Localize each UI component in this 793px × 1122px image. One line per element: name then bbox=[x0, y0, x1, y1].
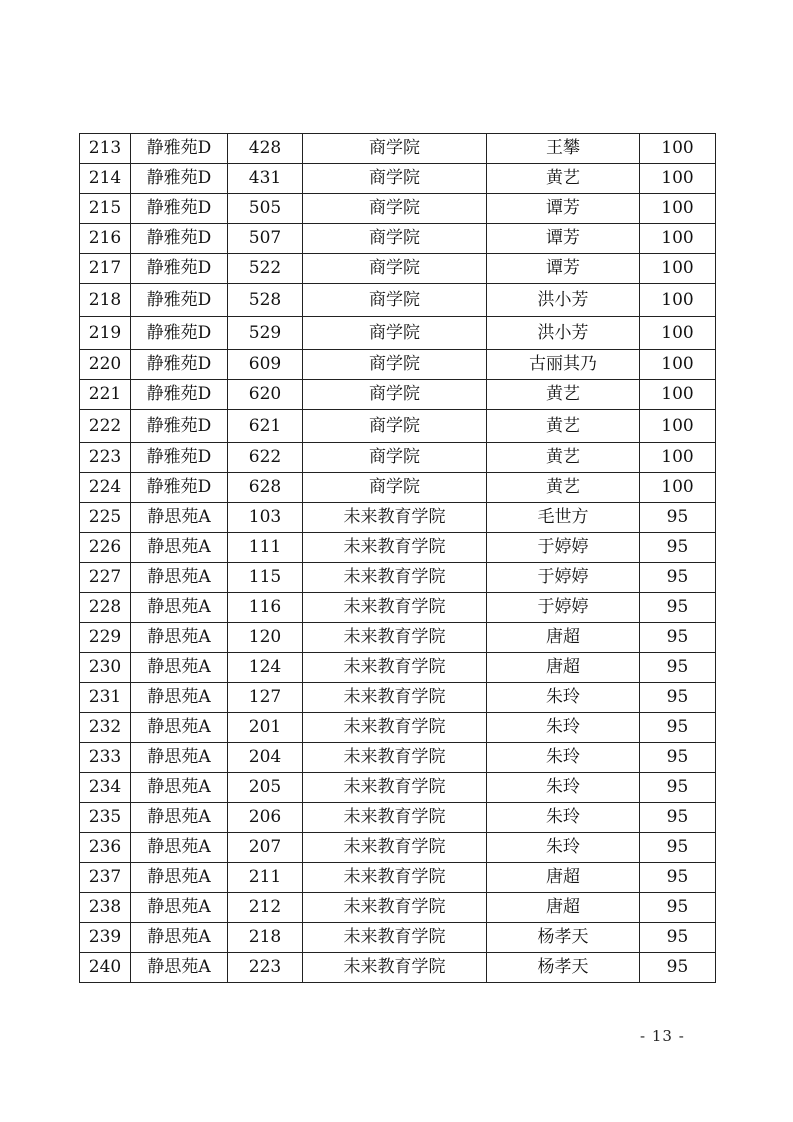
score-cell: 95 bbox=[640, 533, 716, 563]
row-number-cell: 234 bbox=[80, 773, 131, 803]
room-number-cell: 212 bbox=[228, 893, 303, 923]
room-number-cell: 628 bbox=[228, 473, 303, 503]
room-number-cell: 127 bbox=[228, 683, 303, 713]
responsible-person-cell: 毛世方 bbox=[487, 503, 640, 533]
room-number-cell: 428 bbox=[228, 134, 303, 164]
college-cell: 商学院 bbox=[303, 317, 487, 350]
building-cell: 静思苑A bbox=[131, 653, 228, 683]
college-cell: 未来教育学院 bbox=[303, 503, 487, 533]
responsible-person-cell: 朱玲 bbox=[487, 803, 640, 833]
college-cell: 未来教育学院 bbox=[303, 893, 487, 923]
college-cell: 商学院 bbox=[303, 410, 487, 443]
college-cell: 未来教育学院 bbox=[303, 533, 487, 563]
score-cell: 95 bbox=[640, 803, 716, 833]
table-row bbox=[80, 803, 716, 833]
table-row bbox=[80, 893, 716, 923]
room-number-cell: 431 bbox=[228, 164, 303, 194]
table-row bbox=[80, 380, 716, 410]
row-number-cell: 223 bbox=[80, 443, 131, 473]
building-cell: 静雅苑D bbox=[131, 134, 228, 164]
building-cell: 静思苑A bbox=[131, 953, 228, 983]
row-number-cell: 230 bbox=[80, 653, 131, 683]
responsible-person-cell: 朱玲 bbox=[487, 713, 640, 743]
college-cell: 商学院 bbox=[303, 134, 487, 164]
responsible-person-cell: 朱玲 bbox=[487, 833, 640, 863]
responsible-person-cell: 于婷婷 bbox=[487, 593, 640, 623]
row-number-cell: 232 bbox=[80, 713, 131, 743]
score-cell: 95 bbox=[640, 713, 716, 743]
row-number-cell: 239 bbox=[80, 923, 131, 953]
score-cell: 100 bbox=[640, 473, 716, 503]
room-number-cell: 124 bbox=[228, 653, 303, 683]
room-number-cell: 609 bbox=[228, 350, 303, 380]
score-cell: 100 bbox=[640, 284, 716, 317]
table-row bbox=[80, 743, 716, 773]
building-cell: 静雅苑D bbox=[131, 164, 228, 194]
dormitory-score-table bbox=[79, 133, 716, 983]
room-number-cell: 522 bbox=[228, 254, 303, 284]
responsible-person-cell: 唐超 bbox=[487, 893, 640, 923]
row-number-cell: 226 bbox=[80, 533, 131, 563]
row-number-cell: 229 bbox=[80, 623, 131, 653]
room-number-cell: 505 bbox=[228, 194, 303, 224]
row-number-cell: 221 bbox=[80, 380, 131, 410]
college-cell: 未来教育学院 bbox=[303, 563, 487, 593]
college-cell: 未来教育学院 bbox=[303, 623, 487, 653]
row-number-cell: 240 bbox=[80, 953, 131, 983]
responsible-person-cell: 黄艺 bbox=[487, 473, 640, 503]
score-cell: 100 bbox=[640, 224, 716, 254]
row-number-cell: 235 bbox=[80, 803, 131, 833]
room-number-cell: 205 bbox=[228, 773, 303, 803]
responsible-person-cell: 黄艺 bbox=[487, 380, 640, 410]
responsible-person-cell: 谭芳 bbox=[487, 224, 640, 254]
table-row bbox=[80, 443, 716, 473]
score-cell: 95 bbox=[640, 653, 716, 683]
responsible-person-cell: 洪小芳 bbox=[487, 317, 640, 350]
college-cell: 商学院 bbox=[303, 443, 487, 473]
room-number-cell: 120 bbox=[228, 623, 303, 653]
college-cell: 未来教育学院 bbox=[303, 953, 487, 983]
college-cell: 未来教育学院 bbox=[303, 863, 487, 893]
building-cell: 静思苑A bbox=[131, 713, 228, 743]
score-cell: 95 bbox=[640, 683, 716, 713]
table-row bbox=[80, 134, 716, 164]
table-row bbox=[80, 164, 716, 194]
college-cell: 商学院 bbox=[303, 284, 487, 317]
responsible-person-cell: 王攀 bbox=[487, 134, 640, 164]
score-cell: 100 bbox=[640, 443, 716, 473]
building-cell: 静雅苑D bbox=[131, 380, 228, 410]
responsible-person-cell: 朱玲 bbox=[487, 683, 640, 713]
college-cell: 商学院 bbox=[303, 254, 487, 284]
room-number-cell: 207 bbox=[228, 833, 303, 863]
score-cell: 95 bbox=[640, 503, 716, 533]
college-cell: 商学院 bbox=[303, 194, 487, 224]
responsible-person-cell: 朱玲 bbox=[487, 743, 640, 773]
room-number-cell: 622 bbox=[228, 443, 303, 473]
college-cell: 未来教育学院 bbox=[303, 803, 487, 833]
score-cell: 95 bbox=[640, 863, 716, 893]
building-cell: 静思苑A bbox=[131, 683, 228, 713]
room-number-cell: 621 bbox=[228, 410, 303, 443]
row-number-cell: 216 bbox=[80, 224, 131, 254]
row-number-cell: 224 bbox=[80, 473, 131, 503]
building-cell: 静思苑A bbox=[131, 923, 228, 953]
table-row bbox=[80, 653, 716, 683]
college-cell: 未来教育学院 bbox=[303, 773, 487, 803]
room-number-cell: 528 bbox=[228, 284, 303, 317]
building-cell: 静思苑A bbox=[131, 803, 228, 833]
responsible-person-cell: 黄艺 bbox=[487, 443, 640, 473]
college-cell: 未来教育学院 bbox=[303, 713, 487, 743]
score-cell: 95 bbox=[640, 743, 716, 773]
table-row bbox=[80, 953, 716, 983]
score-cell: 100 bbox=[640, 410, 716, 443]
responsible-person-cell: 杨孝天 bbox=[487, 953, 640, 983]
building-cell: 静思苑A bbox=[131, 563, 228, 593]
room-number-cell: 103 bbox=[228, 503, 303, 533]
table-row bbox=[80, 194, 716, 224]
building-cell: 静雅苑D bbox=[131, 317, 228, 350]
college-cell: 商学院 bbox=[303, 473, 487, 503]
row-number-cell: 222 bbox=[80, 410, 131, 443]
college-cell: 未来教育学院 bbox=[303, 923, 487, 953]
building-cell: 静雅苑D bbox=[131, 473, 228, 503]
row-number-cell: 238 bbox=[80, 893, 131, 923]
college-cell: 未来教育学院 bbox=[303, 833, 487, 863]
responsible-person-cell: 朱玲 bbox=[487, 773, 640, 803]
score-cell: 95 bbox=[640, 893, 716, 923]
responsible-person-cell: 洪小芳 bbox=[487, 284, 640, 317]
responsible-person-cell: 杨孝天 bbox=[487, 923, 640, 953]
table-row bbox=[80, 623, 716, 653]
row-number-cell: 228 bbox=[80, 593, 131, 623]
responsible-person-cell: 唐超 bbox=[487, 863, 640, 893]
score-cell: 95 bbox=[640, 773, 716, 803]
room-number-cell: 201 bbox=[228, 713, 303, 743]
responsible-person-cell: 于婷婷 bbox=[487, 563, 640, 593]
table-body bbox=[80, 134, 716, 983]
room-number-cell: 218 bbox=[228, 923, 303, 953]
college-cell: 商学院 bbox=[303, 224, 487, 254]
room-number-cell: 204 bbox=[228, 743, 303, 773]
row-number-cell: 213 bbox=[80, 134, 131, 164]
building-cell: 静思苑A bbox=[131, 773, 228, 803]
table-row bbox=[80, 563, 716, 593]
building-cell: 静雅苑D bbox=[131, 350, 228, 380]
room-number-cell: 620 bbox=[228, 380, 303, 410]
building-cell: 静雅苑D bbox=[131, 224, 228, 254]
table-row bbox=[80, 284, 716, 317]
row-number-cell: 227 bbox=[80, 563, 131, 593]
page-number: - 13 - bbox=[640, 1027, 685, 1045]
table-row bbox=[80, 254, 716, 284]
score-cell: 100 bbox=[640, 317, 716, 350]
score-cell: 100 bbox=[640, 350, 716, 380]
responsible-person-cell: 黄艺 bbox=[487, 164, 640, 194]
row-number-cell: 214 bbox=[80, 164, 131, 194]
college-cell: 未来教育学院 bbox=[303, 743, 487, 773]
building-cell: 静思苑A bbox=[131, 863, 228, 893]
row-number-cell: 217 bbox=[80, 254, 131, 284]
room-number-cell: 507 bbox=[228, 224, 303, 254]
table-row bbox=[80, 713, 716, 743]
score-cell: 100 bbox=[640, 254, 716, 284]
responsible-person-cell: 黄艺 bbox=[487, 410, 640, 443]
table-row bbox=[80, 503, 716, 533]
score-cell: 100 bbox=[640, 380, 716, 410]
building-cell: 静思苑A bbox=[131, 743, 228, 773]
building-cell: 静雅苑D bbox=[131, 443, 228, 473]
row-number-cell: 225 bbox=[80, 503, 131, 533]
room-number-cell: 116 bbox=[228, 593, 303, 623]
building-cell: 静雅苑D bbox=[131, 194, 228, 224]
college-cell: 商学院 bbox=[303, 164, 487, 194]
college-cell: 商学院 bbox=[303, 380, 487, 410]
room-number-cell: 529 bbox=[228, 317, 303, 350]
responsible-person-cell: 唐超 bbox=[487, 623, 640, 653]
score-cell: 100 bbox=[640, 164, 716, 194]
building-cell: 静雅苑D bbox=[131, 254, 228, 284]
table-row bbox=[80, 350, 716, 380]
table-row bbox=[80, 683, 716, 713]
building-cell: 静思苑A bbox=[131, 893, 228, 923]
room-number-cell: 211 bbox=[228, 863, 303, 893]
responsible-person-cell: 古丽其乃 bbox=[487, 350, 640, 380]
building-cell: 静雅苑D bbox=[131, 410, 228, 443]
table-row bbox=[80, 224, 716, 254]
room-number-cell: 223 bbox=[228, 953, 303, 983]
table-row bbox=[80, 410, 716, 443]
table-row bbox=[80, 863, 716, 893]
responsible-person-cell: 唐超 bbox=[487, 653, 640, 683]
row-number-cell: 218 bbox=[80, 284, 131, 317]
responsible-person-cell: 于婷婷 bbox=[487, 533, 640, 563]
building-cell: 静思苑A bbox=[131, 593, 228, 623]
score-cell: 100 bbox=[640, 134, 716, 164]
room-number-cell: 115 bbox=[228, 563, 303, 593]
room-number-cell: 111 bbox=[228, 533, 303, 563]
row-number-cell: 237 bbox=[80, 863, 131, 893]
table-row bbox=[80, 593, 716, 623]
responsible-person-cell: 谭芳 bbox=[487, 254, 640, 284]
row-number-cell: 220 bbox=[80, 350, 131, 380]
building-cell: 静思苑A bbox=[131, 623, 228, 653]
score-cell: 100 bbox=[640, 194, 716, 224]
score-cell: 95 bbox=[640, 563, 716, 593]
row-number-cell: 215 bbox=[80, 194, 131, 224]
row-number-cell: 236 bbox=[80, 833, 131, 863]
score-cell: 95 bbox=[640, 953, 716, 983]
table-row bbox=[80, 533, 716, 563]
row-number-cell: 219 bbox=[80, 317, 131, 350]
table-row bbox=[80, 833, 716, 863]
college-cell: 未来教育学院 bbox=[303, 593, 487, 623]
college-cell: 未来教育学院 bbox=[303, 683, 487, 713]
room-number-cell: 206 bbox=[228, 803, 303, 833]
building-cell: 静思苑A bbox=[131, 503, 228, 533]
score-cell: 95 bbox=[640, 593, 716, 623]
responsible-person-cell: 谭芳 bbox=[487, 194, 640, 224]
table-row bbox=[80, 773, 716, 803]
table-row bbox=[80, 923, 716, 953]
college-cell: 未来教育学院 bbox=[303, 653, 487, 683]
building-cell: 静思苑A bbox=[131, 533, 228, 563]
row-number-cell: 233 bbox=[80, 743, 131, 773]
building-cell: 静雅苑D bbox=[131, 284, 228, 317]
score-cell: 95 bbox=[640, 833, 716, 863]
row-number-cell: 231 bbox=[80, 683, 131, 713]
table-row bbox=[80, 473, 716, 503]
table-row bbox=[80, 317, 716, 350]
score-cell: 95 bbox=[640, 623, 716, 653]
score-cell: 95 bbox=[640, 923, 716, 953]
college-cell: 商学院 bbox=[303, 350, 487, 380]
building-cell: 静思苑A bbox=[131, 833, 228, 863]
